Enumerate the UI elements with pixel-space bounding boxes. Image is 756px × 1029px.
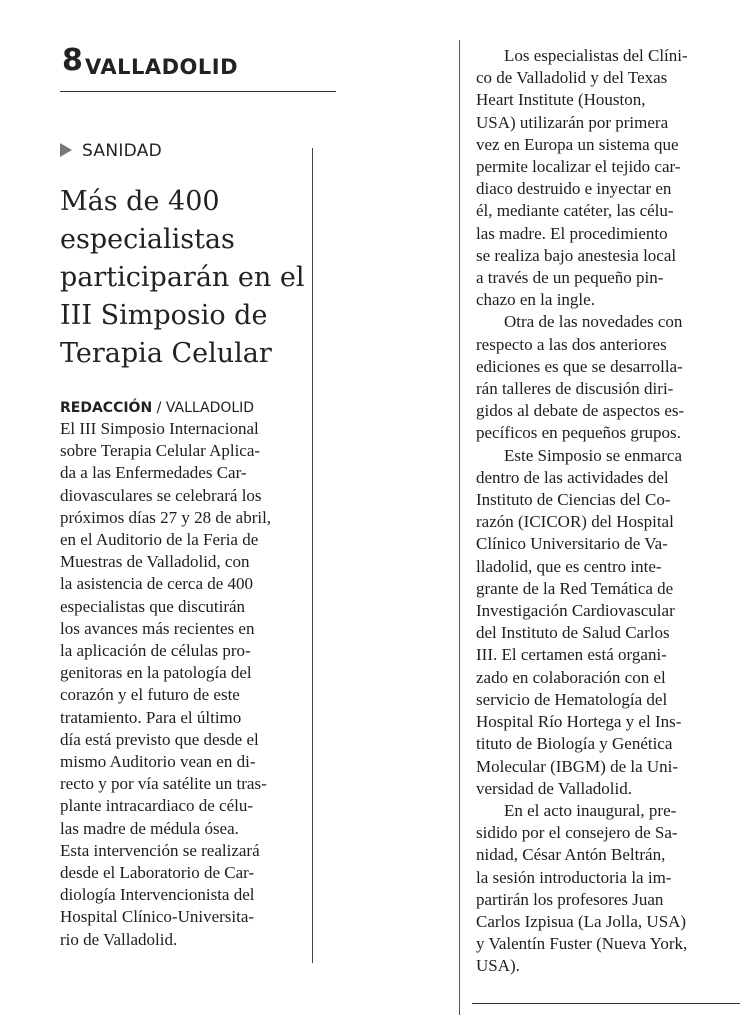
body-text-line: diovasculares se celebrará los (60, 485, 262, 505)
body-text-line: y Valentín Fuster (Nueva York, (476, 934, 688, 954)
body-text-line: él, mediante catéter, las célu- (476, 201, 674, 221)
body-text-line: plante intracardiaco de célu- (60, 796, 254, 816)
body-text-line: diología Intervencionista del (60, 885, 255, 905)
byline (60, 398, 254, 418)
body-text-line: los avances más recientes en (60, 618, 255, 638)
byline-author: REDACCIÓN (60, 400, 153, 416)
body-column-right (476, 45, 726, 978)
body-text-line: nidad, César Antón Beltrán, (476, 845, 666, 865)
body-text-line: pecíficos en pequeños grupos. (476, 423, 681, 443)
body-text-line: tituto de Biología y Genética (476, 734, 673, 754)
body-text-line: Otra de las novedades con (504, 312, 683, 332)
body-text-line: dentro de las actividades del (476, 467, 669, 487)
section-title: VALLADOLID (85, 55, 239, 79)
body-text-line: la asistencia de cerca de 400 (60, 574, 254, 594)
footer-rule (472, 1003, 740, 1004)
body-text-line: da a las Enfermedades Car- (60, 463, 247, 483)
body-text-line: Instituto de Ciencias del Co- (476, 490, 671, 510)
body-text-line: vez en Europa un sistema que (476, 134, 679, 154)
body-text-line: las madre. El procedimiento (476, 223, 668, 243)
body-text-line: Investigación Cardiovascular (476, 601, 675, 621)
body-text-line: las madre de médula ósea. (60, 818, 239, 838)
body-text-line: Clínico Universitario de Va- (476, 534, 668, 554)
body-text-line: lladolid, que es centro inte- (476, 556, 662, 576)
body-text-line: se realiza bajo anestesia local (476, 245, 677, 265)
body-text-line: corazón y el futuro de este (60, 685, 240, 705)
headline-line: Más de 400 (60, 186, 220, 217)
column-divider (312, 148, 313, 963)
body-text-line: co de Valladolid y del Texas (476, 68, 668, 88)
body-text-line: diaco destruido e inyectar en (476, 179, 672, 199)
header-rule (60, 91, 336, 92)
body-text-line: especialistas que discutirán (60, 596, 246, 616)
page-number: 8 (62, 43, 83, 78)
body-text-line: zado en colaboración con el (476, 667, 666, 687)
body-text-line: versidad de Valladolid. (476, 778, 632, 798)
headline-line: Terapia Celular (60, 338, 272, 369)
body-text-line: mismo Auditorio vean en di- (60, 752, 256, 772)
section-kicker: SANIDAD (82, 141, 163, 161)
body-text-line: a través de un pequeño pin- (476, 268, 664, 288)
body-text-line: en el Auditorio de la Feria de (60, 530, 259, 550)
body-text-line: desde el Laboratorio de Car- (60, 863, 255, 883)
body-text-line: permite localizar el tejido car- (476, 157, 681, 177)
headline (60, 183, 310, 373)
body-text-line: Los especialistas del Clíni- (504, 46, 688, 65)
body-text-line: Hospital Clínico-Universita- (60, 907, 255, 927)
body-column-left (60, 418, 300, 951)
body-text-line: rio de Valladolid. (60, 929, 178, 949)
body-text-line: grante de la Red Temática de (476, 578, 674, 598)
body-text-line: del Instituto de Salud Carlos (476, 623, 670, 643)
body-text-line: El III Simposio Internacional (60, 419, 259, 438)
headline-line: III Simposio de (60, 300, 268, 331)
body-text-line: ediciones es que se desarrolla- (476, 356, 683, 376)
column-divider (459, 40, 460, 1015)
body-text-line: III. El certamen está organi- (476, 645, 667, 665)
body-text-line: rán talleres de discusión diri- (476, 379, 674, 399)
byline-separator: / (152, 400, 166, 416)
body-text-line: servicio de Hematología del (476, 689, 668, 709)
body-text-line: gidos al debate de aspectos es- (476, 401, 685, 421)
body-text-line: la aplicación de células pro- (60, 641, 251, 661)
body-text-line: recto y por vía satélite un tras- (60, 774, 267, 794)
body-text-line: razón (ICICOR) del Hospital (476, 512, 674, 532)
headline-line: participarán en el (60, 262, 305, 293)
body-text-line: sidido por el consejero de Sa- (476, 823, 678, 843)
body-text-line: genitoras en la patología del (60, 663, 252, 683)
body-text-line: USA) utilizarán por primera (476, 112, 669, 132)
body-text-line: USA). (476, 956, 520, 976)
body-text-line: Este Simposio se enmarca (504, 445, 682, 465)
body-text-line: día está previsto que desde el (60, 729, 259, 749)
body-text-line: Hospital Río Hortega y el Ins- (476, 712, 682, 732)
body-text-line: chazo en la ingle. (476, 290, 595, 310)
body-text-line: Carlos Izpisua (La Jolla, USA) (476, 911, 687, 931)
body-text-line: partirán los profesores Juan (476, 889, 664, 909)
body-text-line: la sesión introductoria la im- (476, 867, 672, 887)
body-text-line: tratamiento. Para el último (60, 707, 242, 727)
body-text-line: Esta intervención se realizará (60, 840, 260, 860)
triangle-bullet-icon (60, 143, 72, 157)
body-text-line: Muestras de Valladolid, con (60, 552, 250, 572)
body-text-line: Heart Institute (Houston, (476, 90, 646, 110)
headline-line: especialistas (60, 224, 235, 255)
body-text-line: respecto a las dos anteriores (476, 334, 667, 354)
byline-location: VALLADOLID (165, 400, 255, 416)
body-text-line: En el acto inaugural, pre- (504, 800, 677, 820)
body-text-line: Molecular (IBGM) de la Uni- (476, 756, 679, 776)
body-text-line: sobre Terapia Celular Aplica- (60, 441, 261, 461)
body-text-line: próximos días 27 y 28 de abril, (60, 507, 272, 527)
